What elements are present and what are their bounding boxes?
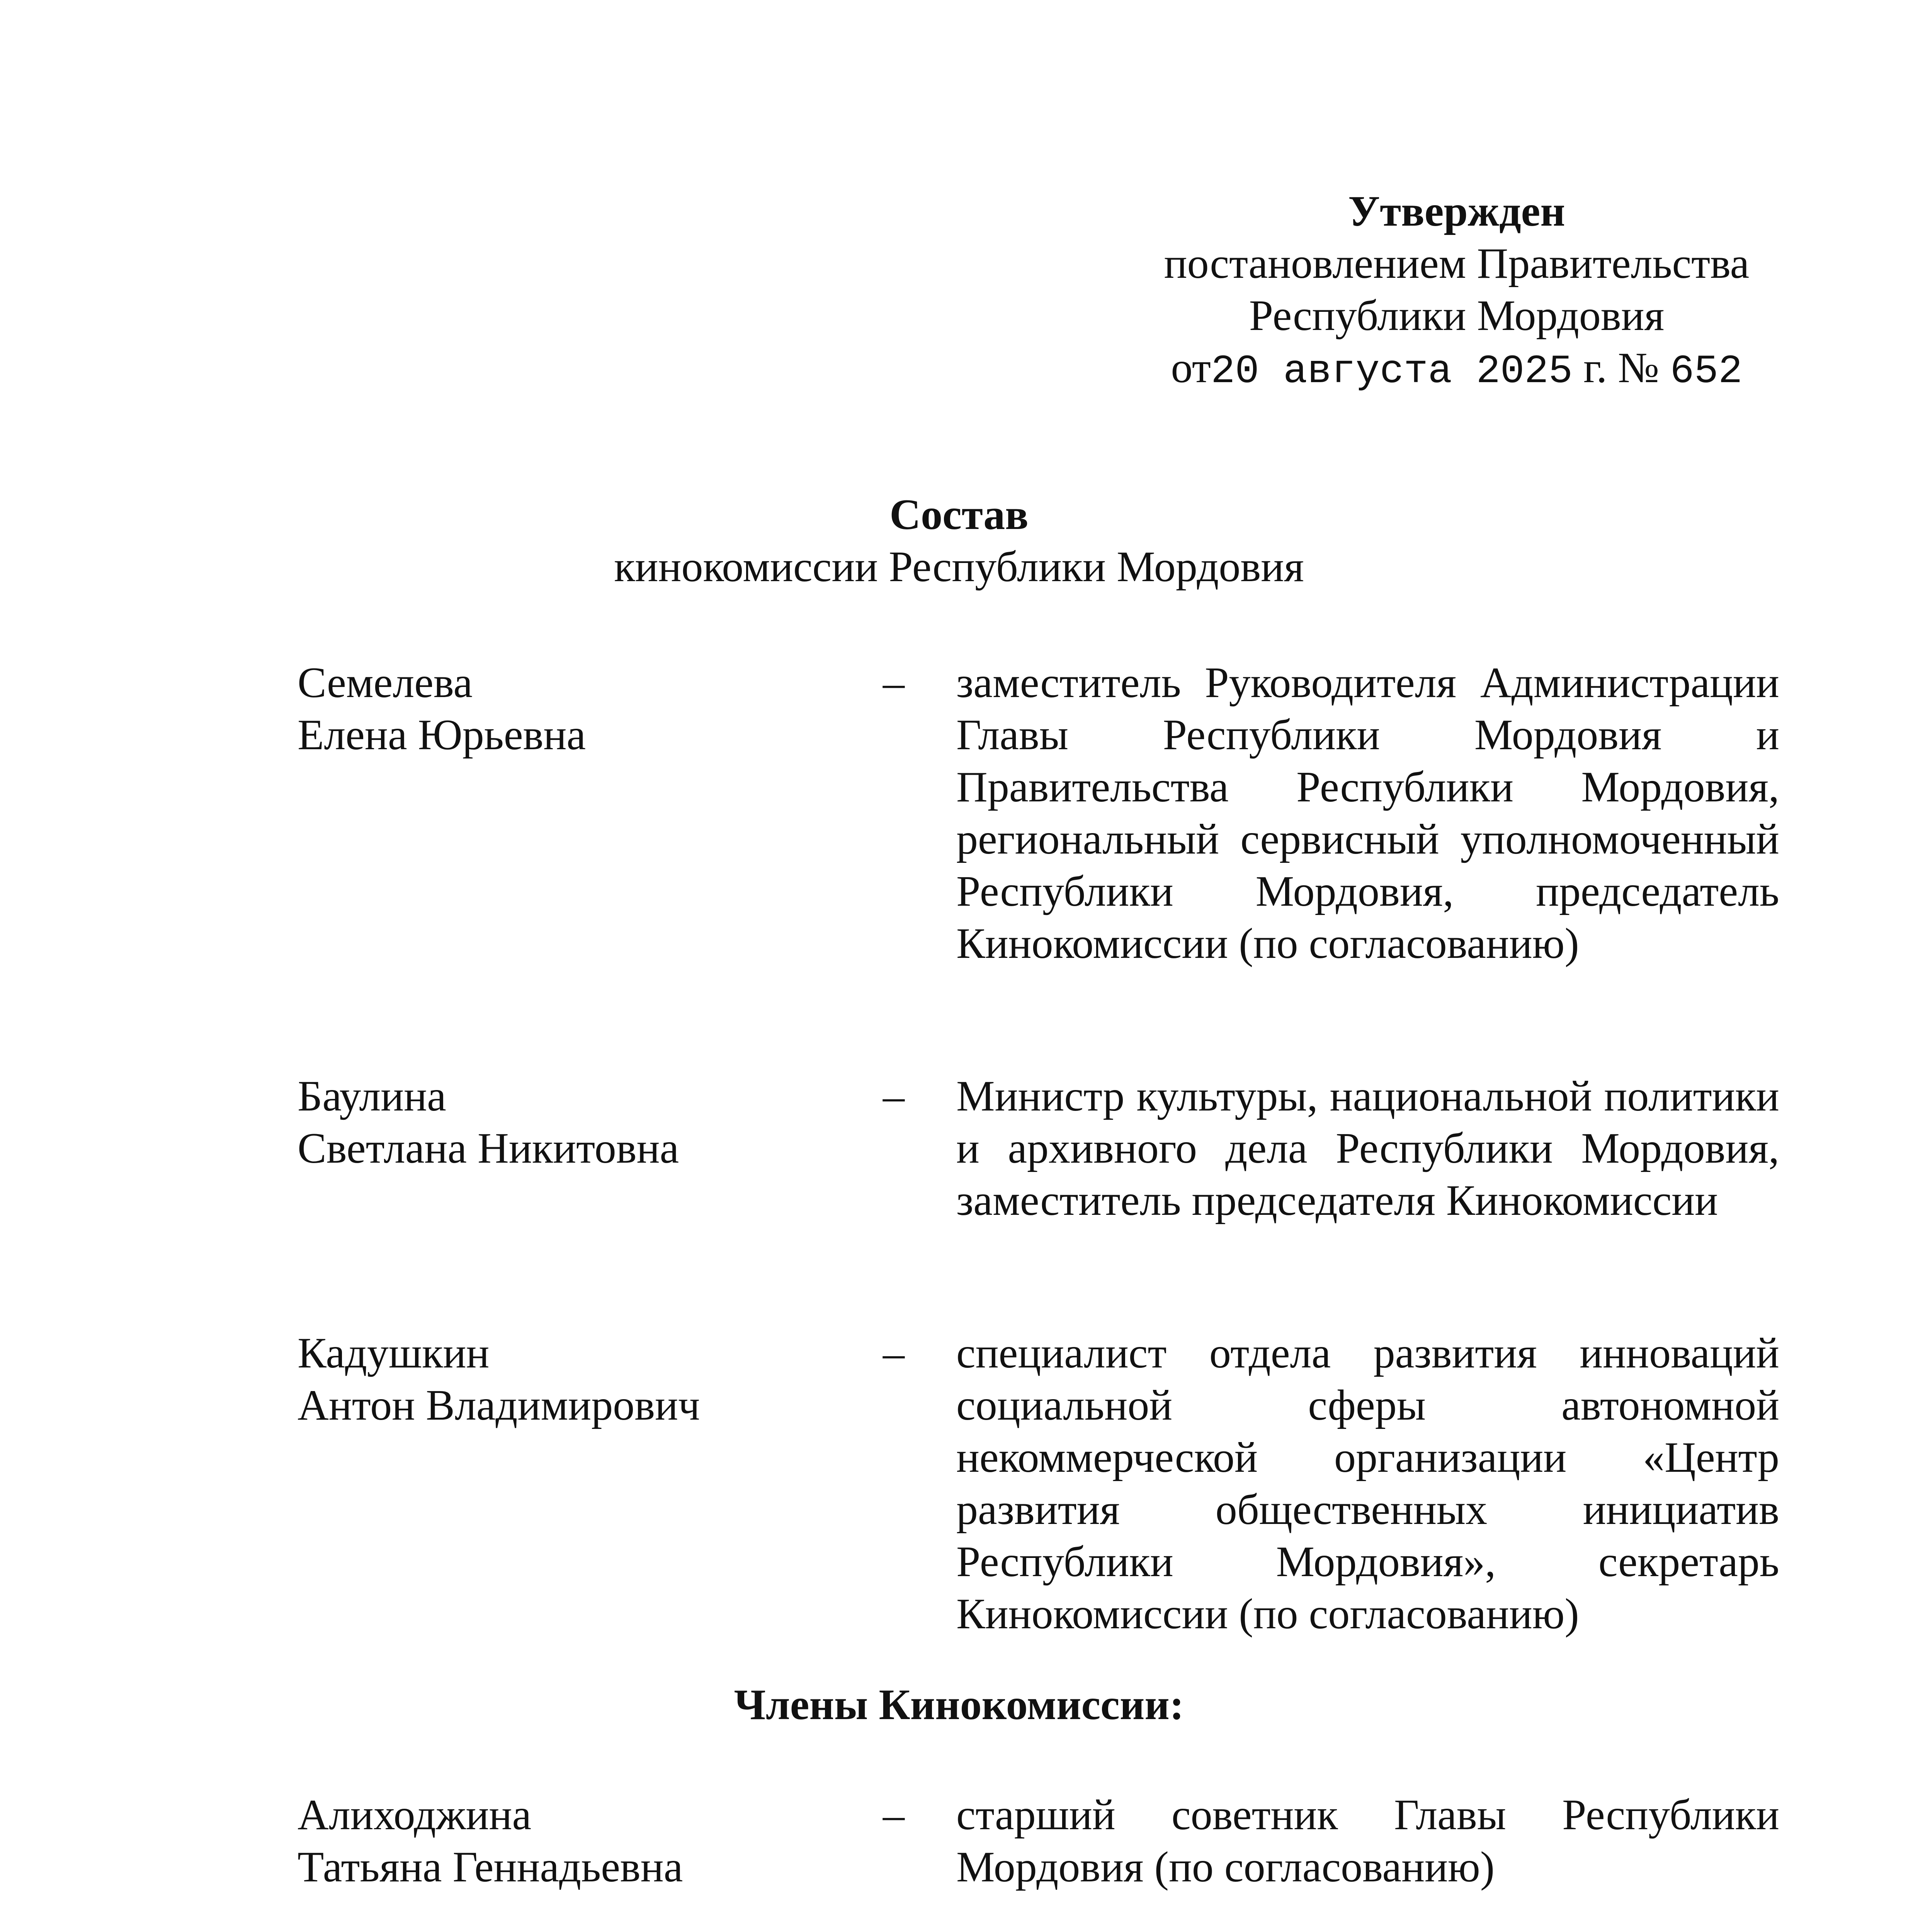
members-section-title: Члены Кинокомиссии: [734,1681,1184,1729]
document-heading [0,489,1918,593]
member-given-name: Елена Юрьевна [298,711,586,759]
dash-separator: – [883,659,905,707]
member-given-name: Татьяна Геннадьевна [298,1843,683,1891]
member-role: заместитель Руководителя Администрации Главы Республики Мордовия и Правительства Республики Мордовия, региональный сервисный уполномоченный Республики Мордовия, председатель Кинокомиссии (по согласованию) [956,659,1779,968]
member-name [298,657,877,761]
approval-title: Утвержден [1348,187,1565,235]
member-name [298,1070,877,1175]
approval-date-line [1136,342,1777,398]
member-name [298,1327,877,1432]
member-role: специалист отдела развития инноваций социальной сферы автономной некоммерческой организации «Центр развития общественных инициатив Республики Мордовия», секретарь Кинокомиссии (по согласованию) [956,1329,1779,1638]
number-prefix: г. № [1583,344,1660,392]
date-prefix: от [1171,344,1211,392]
member-role: Министр культуры, национальной политики и архивного дела Республики Мордовия, заместитель председателя Кинокомиссии [956,1072,1779,1225]
member-given-name: Светлана Никитовна [298,1124,679,1172]
member-surname: Кадушкин [298,1329,490,1377]
member-surname: Семелева [298,659,473,707]
number-value: 652 [1670,349,1743,395]
dash-separator: – [883,1329,905,1377]
member-surname: Баулина [298,1072,446,1120]
heading-title: Состав [889,491,1029,539]
approval-block [1136,185,1777,398]
member-role: старший советник Главы Республики Мордовия (по согласованию) [956,1791,1779,1891]
approval-line-1: постановлением Правительства [1164,240,1750,287]
approval-line-2: Республики Мордовия [1249,292,1665,340]
dash-separator: – [883,1072,905,1120]
date-value: 20 августа 2025 [1211,349,1573,395]
heading-subtitle: кинокомиссии Республики Мордовия [614,543,1304,591]
member-name [298,1789,877,1893]
member-given-name: Антон Владимирович [298,1381,700,1429]
dash-separator: – [883,1791,905,1839]
member-surname: Алиходжина [298,1791,532,1839]
